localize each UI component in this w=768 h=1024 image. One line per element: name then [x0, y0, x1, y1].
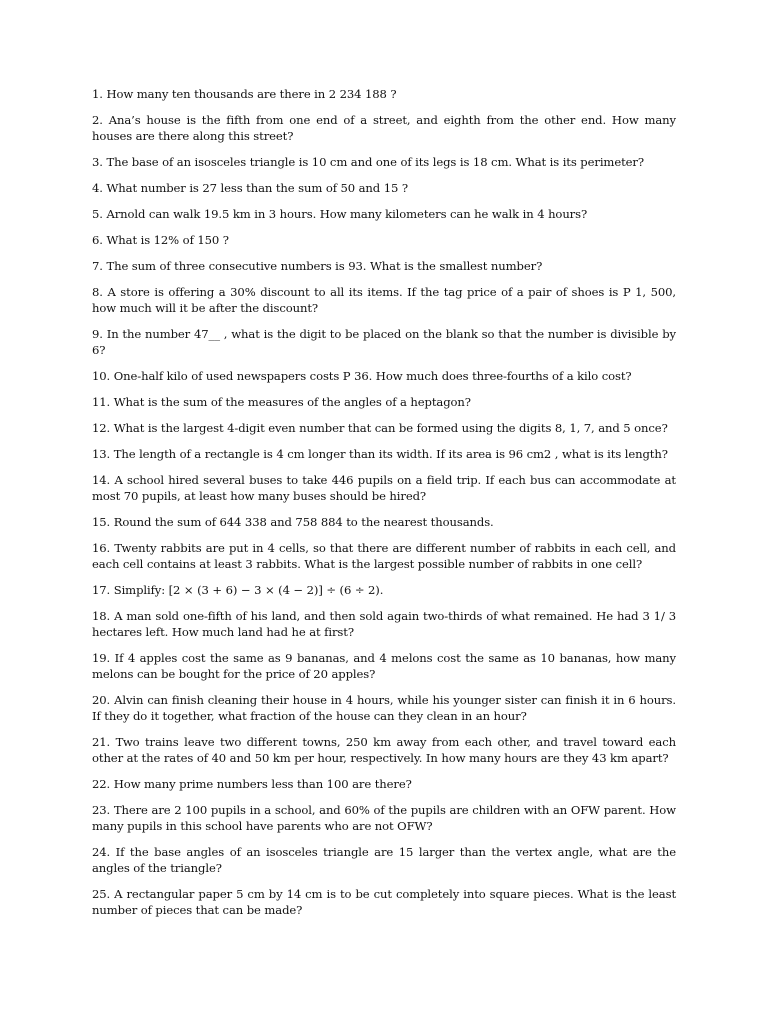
question-17: 17. Simplify: [2 × (3 + 6) − 3 × (4 − 2)] ÷ (6 ÷ 2). — [92, 583, 384, 597]
question-16: 16. Twenty rabbits are put in 4 cells, so that there are different number of rabbits in each cell, and each cell contains at least 3 rabbits. What is the largest possible number of rabbits in one cell? — [92, 541, 676, 571]
question-19: 19. If 4 apples cost the same as 9 bananas, and 4 melons cost the same as 10 bananas, how many melons can be bought for the price of 20 apples? — [92, 651, 676, 681]
question-9: 9. In the number 47__ , what is the digit to be placed on the blank so that the number is divisible by 6? — [92, 327, 676, 357]
question-13: 13. The length of a rectangle is 4 cm longer than its width. If its area is 96 cm2 , what is its length? — [92, 447, 668, 461]
question-12: 12. What is the largest 4-digit even number that can be formed using the digits 8, 1, 7, and 5 once? — [92, 421, 668, 435]
question-5: 5. Arnold can walk 19.5 km in 3 hours. How many kilometers can he walk in 4 hours? — [92, 207, 588, 221]
question-18: 18. A man sold one-fifth of his land, and then sold again two-thirds of what remained. He had 3 1/ 3 hectares left. How much land had he at first? — [92, 609, 676, 639]
question-22: 22. How many prime numbers less than 100 are there? — [92, 777, 412, 791]
question-8: 8. A store is offering a 30% discount to all its items. If the tag price of a pair of shoes is P 1, 500, how much will it be after the discount? — [92, 285, 676, 315]
question-3: 3. The base of an isosceles triangle is 10 cm and one of its legs is 18 cm. What is its perimeter? — [92, 155, 644, 169]
question-2: 2. Ana’s house is the fifth from one end of a street, and eighth from the other end. How many houses are there along this street? — [92, 113, 676, 143]
question-24: 24. If the base angles of an isosceles triangle are 15 larger than the vertex angle, what are the angles of the triangle? — [92, 845, 676, 875]
question-20: 20. Alvin can finish cleaning their house in 4 hours, while his younger sister can finish it in 6 hours. If they do it together, what fraction of the house can they clean in an hour? — [92, 693, 676, 723]
question-25: 25. A rectangular paper 5 cm by 14 cm is to be cut completely into square pieces. What is the least number of pieces that can be made? — [92, 887, 676, 917]
question-4: 4. What number is 27 less than the sum of 50 and 15 ? — [92, 181, 408, 195]
question-7: 7. The sum of three consecutive numbers is 93. What is the smallest number? — [92, 259, 543, 273]
question-15: 15. Round the sum of 644 338 and 758 884 to the nearest thousands. — [92, 515, 494, 529]
question-10: 10. One-half kilo of used newspapers costs P 36. How much does three-fourths of a kilo cost? — [92, 369, 632, 383]
question-1: 1. How many ten thousands are there in 2 234 188 ? — [92, 87, 397, 101]
question-14: 14. A school hired several buses to take 446 pupils on a field trip. If each bus can accommodate at most 70 pupils, at least how many buses should be hired? — [92, 473, 676, 503]
question-23: 23. There are 2 100 pupils in a school, and 60% of the pupils are children with an OFW parent. How many pupils in this school have parents who are not OFW? — [92, 803, 676, 833]
question-6: 6. What is 12% of 150 ? — [92, 233, 229, 247]
question-11: 11. What is the sum of the measures of the angles of a heptagon? — [92, 395, 471, 409]
question-21: 21. Two trains leave two different towns, 250 km away from each other, and travel toward each other at the rates of 40 and 50 km per hour, respectively. In how many hours are they 43 km apart? — [92, 735, 676, 765]
question-list — [92, 86, 676, 928]
